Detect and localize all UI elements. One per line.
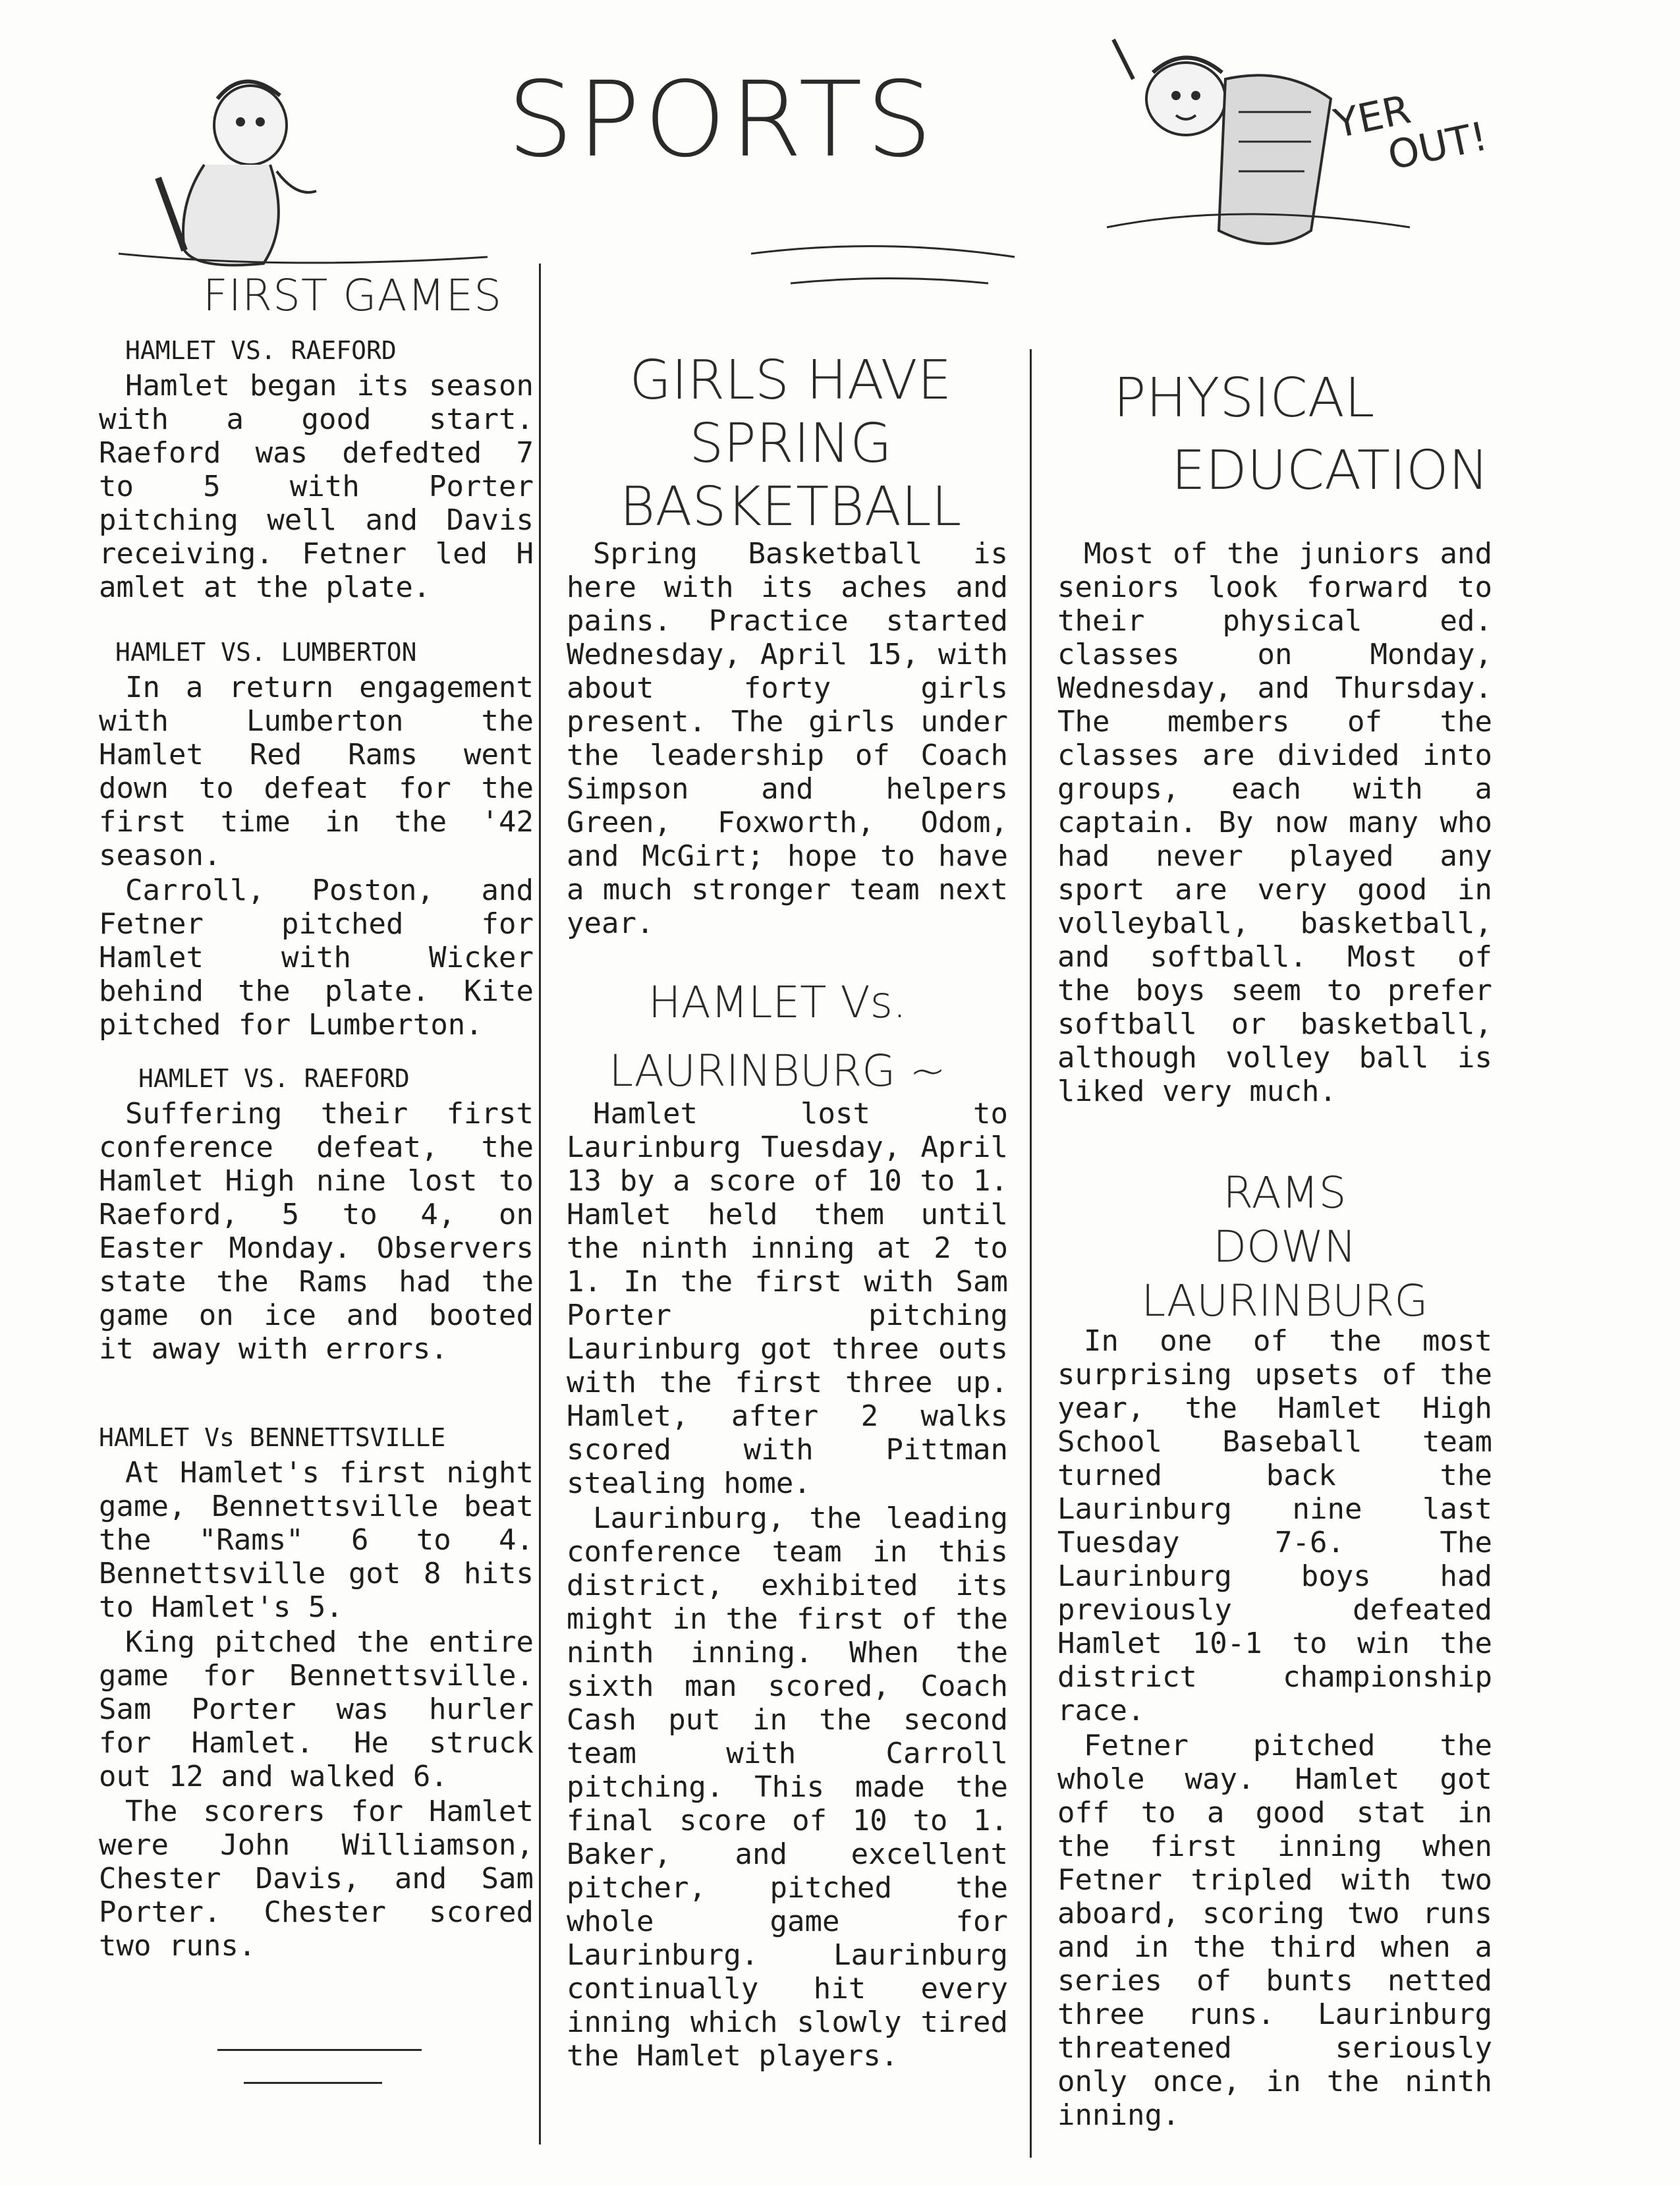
batter-cartoon-icon	[158, 82, 316, 266]
column-divider-1	[539, 264, 541, 2144]
article-body-2: Fetner pitched the whole way. Hamlet got off to a good stat in the first inning when Fetner tripled with two aboard, scoring two runs and in the third when a series of bunts netted three runs. Laurinburg threatened seriously only once, in the ninth inning.	[1057, 1729, 1492, 2132]
rams-down-laurinburg-headline	[1133, 1166, 1436, 1328]
article-body: Hamlet lost to Laurinburg Tuesday, April 13 by a score of 10 to 1. Hamlet held them until the ninth inning at 2 to 1. In the first with Sam Porter pitching Laurinburg got three outs with the first three up. Hamlet, after 2 walks scored with Pittman stealing home.	[567, 1097, 1008, 1500]
physical-education-headline	[1067, 362, 1489, 507]
headline-line: LAURINBURG	[1141, 1275, 1428, 1326]
article-body: In a return engagement with Lumberton the Hamlet Red Rams went down to defeat for the first time in the '42 season.	[99, 671, 534, 872]
ground-line-left	[119, 254, 488, 263]
article-rams-down-laurinburg	[1057, 1324, 1492, 2132]
masthead-title: SPORTS	[507, 59, 937, 181]
headline-line: HAMLET Vs.	[648, 977, 907, 1028]
article-hamlet-vs-raeford-1	[99, 336, 534, 604]
headline-line: SPRING	[689, 412, 892, 475]
article-body: Hamlet began its season with a good start. Raeford was defedted 7 to 5 with Porter pitching well and Davis receiving. Fetner led H amlet at the plate.	[99, 369, 534, 604]
article-subhead: HAMLET VS. RAEFORD	[125, 336, 397, 365]
first-games-headline: FIRST GAMES	[202, 270, 503, 321]
article-body: At Hamlet's first night game, Bennettsville beat the "Rams" 6 to 4. Bennettsville got 8 hits to Hamlet's 5.	[99, 1456, 534, 1624]
hamlet-vs-laurinburg-headline	[573, 968, 982, 1106]
article-hamlet-vs-raeford-2	[99, 1064, 534, 1366]
article-girls-basketball	[567, 537, 1008, 940]
article-hamlet-vs-laurinburg	[567, 1097, 1008, 2073]
umpire-cartoon-icon	[1113, 40, 1331, 244]
girls-basketball-headline	[560, 349, 1021, 539]
article-subhead: HAMLET VS. RAEFORD	[138, 1064, 410, 1093]
headline-line: RAMS	[1223, 1167, 1347, 1218]
headline-line: DOWN	[1213, 1221, 1357, 1272]
headline-line: LAURINBURG ~	[609, 1046, 946, 1096]
banner-squiggle-1	[751, 246, 1015, 257]
cartoon-caption-line2: OUT!	[1384, 113, 1492, 180]
banner-squiggle-2	[791, 279, 988, 284]
article-body: In one of the most surprising upsets of the year, the Hamlet High School Baseball team turned back the Laurinburg nine last Tuesday 7-6. The Laurinburg boys had previously defeated Hamlet 10-1 to win the district championship race.	[1057, 1324, 1492, 1727]
headline-line: BASKETBALL	[619, 476, 962, 538]
article-body: Most of the juniors and seniors look forward to their physical ed. classes on Monday, Wednesday, and Thursday. The members of the classes are divided into groups, each with a captain. By now many who had never played any sport are very good in volleyball, basketball, and softball. Most of the boys seem to prefer softball or basketball, although volley ball is liked very much.	[1057, 537, 1492, 1108]
article-body: Spring Basketball is here with its aches and pains. Practice started Wednesday, April 15, with about forty girls present. The girls under the leadership of Coach Simpson and helpers Green, Foxworth, Odom, and McGirt; hope to have a much stronger team next year.	[567, 537, 1008, 940]
article-hamlet-vs-bennettsville	[99, 1423, 534, 1963]
article-hamlet-vs-lumberton	[99, 638, 534, 1042]
headline-line: EDUCATION	[1171, 439, 1489, 502]
headline-line: PHYSICAL	[1113, 367, 1375, 430]
end-rule-1	[217, 2049, 422, 2051]
end-rule-2	[244, 2082, 382, 2084]
article-subhead: HAMLET Vs BENNETTSVILLE	[99, 1423, 446, 1452]
cartoon-caption-line1: YER	[1330, 86, 1415, 148]
article-physical-education	[1057, 537, 1492, 1108]
article-body-2: King pitched the entire game for Bennettsville. Sam Porter was hurler for Hamlet. He struck out 12 and walked 6.	[99, 1625, 534, 1793]
article-body-2: Carroll, Poston, and Fetner pitched for Hamlet with Wicker behind the plate. Kite pitched for Lumberton.	[99, 874, 534, 1042]
article-body-2: Laurinburg, the leading conference team in this district, exhibited its might in the first of the ninth inning. When the sixth man scored, Coach Cash put in the second team with Carroll pitching. This made the final score of 10 to 1. Baker, and excellent pitcher, pitched the whole game for Laurinburg. Laurinburg continually hit every inning which slowly tired the Hamlet players.	[567, 1501, 1008, 2073]
article-body: Suffering their first conference defeat, the Hamlet High nine lost to Raeford, 5 to 4, on Easter Monday. Observers state the Rams had the game on ice and booted it away with errors.	[99, 1097, 534, 1366]
article-subhead: HAMLET VS. LUMBERTON	[115, 638, 417, 667]
column-divider-2	[1030, 349, 1032, 2158]
headline-line: GIRLS HAVE	[629, 349, 952, 412]
article-body-3: The scorers for Hamlet were John Williamson, Chester Davis, and Sam Porter. Chester scored two runs.	[99, 1795, 534, 1963]
